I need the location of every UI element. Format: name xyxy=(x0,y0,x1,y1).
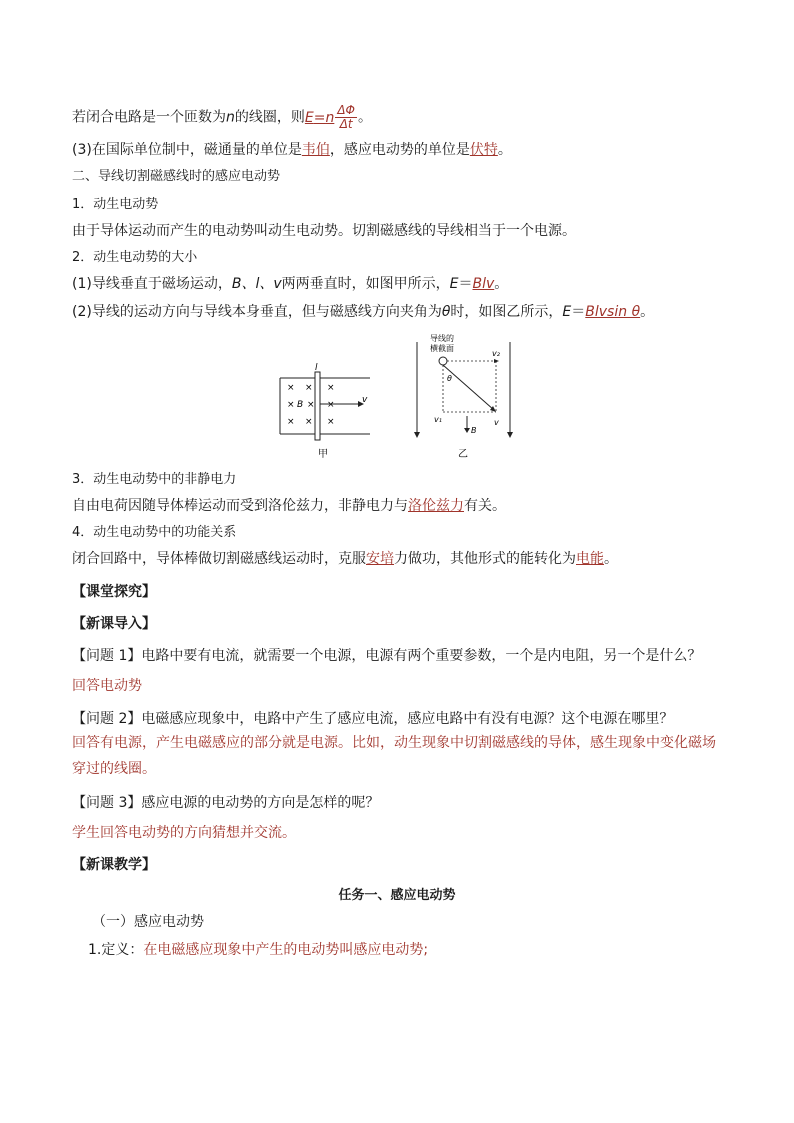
vars: B、l、v xyxy=(231,276,282,292)
cross: × xyxy=(307,400,315,410)
answer-1: 回答电动势 xyxy=(72,678,142,694)
cross: × xyxy=(305,417,313,427)
var-E: E xyxy=(562,304,572,320)
text: 。 xyxy=(358,109,372,126)
text: 。 xyxy=(497,142,512,158)
text: 的线圈，则 xyxy=(234,109,305,126)
question-1: 【问题 1】电路中要有电流，就需要一个电源，电源有两个重要参数，一个是内电阻，另一个是什么？ xyxy=(72,648,702,664)
label-section: 横截面 xyxy=(430,344,454,353)
sub1-text: 由于导体运动而产生的电动势叫动生电动势。切割磁感线的导线相当于一个电源。 xyxy=(72,223,576,239)
label-l: l xyxy=(315,363,318,373)
text: 力做功，其他形式的能转化为 xyxy=(394,551,576,567)
text: 1.定义： xyxy=(88,942,144,958)
new-intro-heading: 【新课导入】 xyxy=(72,616,156,632)
cross: × xyxy=(327,383,335,393)
text: 两两垂直时，如图甲所示， xyxy=(281,276,450,292)
text: 。 xyxy=(640,304,655,320)
equals: = xyxy=(313,109,326,126)
definition-line xyxy=(88,940,428,960)
formula-answer xyxy=(304,103,358,131)
denominator: Δt xyxy=(339,117,353,131)
section2-title: 二、导线切割磁感线时的感应电动势 xyxy=(72,169,281,184)
label-v: v xyxy=(494,418,499,427)
text: (3)在国际单位制中，磁通量的单位是 xyxy=(72,142,302,158)
sub1-title: 1．动生电动势 xyxy=(72,197,159,212)
definition-answer: 在电磁感应现象中产生的电动势叫感应电动势; xyxy=(143,942,429,958)
formula-line xyxy=(72,104,372,131)
var-theta: θ xyxy=(441,304,451,320)
text: 。 xyxy=(494,276,509,292)
var-E: E xyxy=(304,109,314,126)
new-teach-heading: 【新课教学】 xyxy=(72,857,156,873)
answer-volt: 伏特 xyxy=(469,142,498,158)
answer-2-line2: 穿过的线圈。 xyxy=(72,761,156,777)
figure-diagram xyxy=(270,334,530,464)
label-theta: θ xyxy=(447,374,452,383)
answer-blv: Blv xyxy=(472,276,495,292)
text: 时，如图乙所示， xyxy=(450,304,563,320)
answer-2-line1: 回答有电源，产生电磁感应的部分就是电源。比如，动生现象中切割磁感线的导体，感生现象中变化磁场 xyxy=(72,735,716,751)
unit-line xyxy=(72,140,512,160)
label-wire: 导线的 xyxy=(430,334,454,343)
answer-ampere: 安培 xyxy=(366,551,394,567)
equals: ＝ xyxy=(458,276,473,292)
cross: × xyxy=(327,417,335,427)
var-E: E xyxy=(449,276,459,292)
fraction xyxy=(335,104,357,131)
figure-left xyxy=(280,363,370,460)
answer-electric-energy: 电能 xyxy=(576,551,604,567)
answer-blvsin: Blvsin θ xyxy=(585,304,641,320)
label-v1: v₁ xyxy=(434,415,442,424)
cross: × xyxy=(287,383,295,393)
label-B: B xyxy=(471,426,477,435)
cross: × xyxy=(287,417,295,427)
text: 闭合回路中，导体棒做切割磁感线运动时，克服 xyxy=(72,551,366,567)
text: 自由电荷因随导体棒运动而受到洛伦兹力，非静电力与 xyxy=(72,498,408,514)
sub2-item2 xyxy=(72,302,654,322)
sub4-title: 4．动生电动势中的功能关系 xyxy=(72,525,237,540)
cross: × xyxy=(327,400,335,410)
text: 若闭合电路是一个匝数为 xyxy=(72,109,226,126)
text: 有关。 xyxy=(464,498,506,514)
question-2: 【问题 2】电磁感应现象中，电路中产生了感应电流，感应电路中有没有电源？这个电源在哪里？ xyxy=(72,711,674,727)
answer-lorentz: 洛伦兹力 xyxy=(408,498,464,514)
class-explore-heading: 【课堂探究】 xyxy=(72,584,156,600)
figure-right xyxy=(414,334,513,460)
equals: ＝ xyxy=(571,304,586,320)
answer-3: 学生回答电动势的方向猜想并交流。 xyxy=(72,825,296,841)
sub2-item1 xyxy=(72,274,508,294)
sub2-title: 2．动生电动势的大小 xyxy=(72,250,198,265)
text: (2)导线的运动方向与导线本身垂直，但与磁感线方向夹角为 xyxy=(72,304,442,320)
label-v: v xyxy=(362,395,368,405)
sub3-text xyxy=(72,496,506,516)
text: 。 xyxy=(604,551,618,567)
answer-weber: 韦伯 xyxy=(301,142,330,158)
sub3-title: 3．动生电动势中的非静电力 xyxy=(72,472,237,487)
var-n: n xyxy=(226,109,235,126)
text: ，感应电动势的单位是 xyxy=(329,142,470,158)
var-n2: n xyxy=(325,109,335,126)
text: (1)导线垂直于磁场运动， xyxy=(72,276,232,292)
caption-left: 甲 xyxy=(318,449,328,460)
label-v2: v₂ xyxy=(492,349,500,358)
cross: × xyxy=(287,400,295,410)
caption-right: 乙 xyxy=(458,449,468,460)
cross: × xyxy=(305,383,313,393)
task1-title: 任务一、感应电动势 xyxy=(338,888,456,903)
sec1-heading: （一）感应电动势 xyxy=(92,914,204,930)
sub4-text xyxy=(72,549,618,569)
numerator: ΔΦ xyxy=(337,103,355,117)
question-3: 【问题 3】感应电源的电动势的方向是怎样的呢？ xyxy=(72,795,380,811)
label-B: B xyxy=(297,400,304,410)
